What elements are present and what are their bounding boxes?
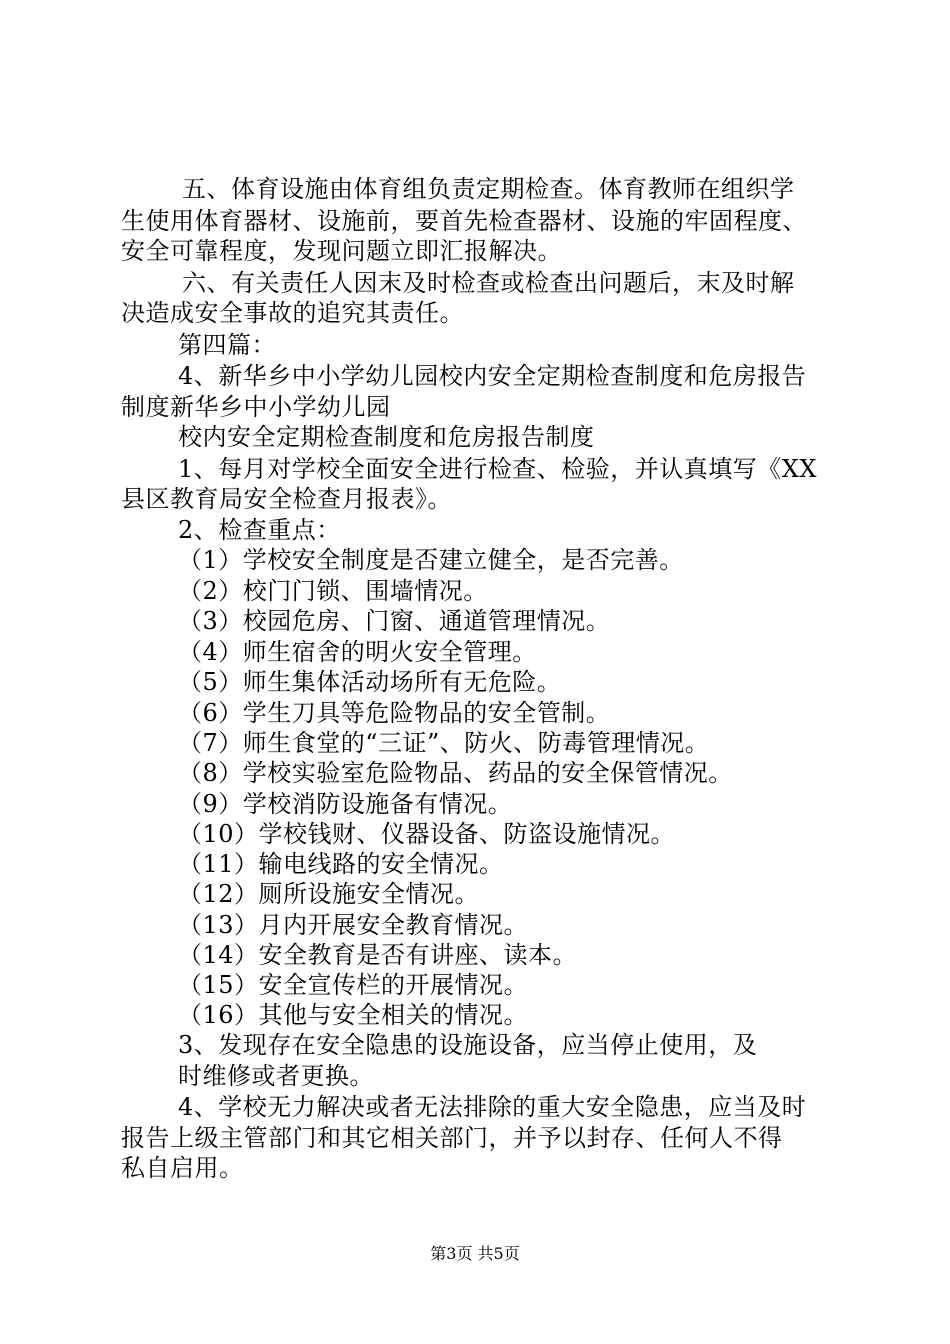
list-item: （4）师生宿舍的明火安全管理。 <box>178 638 537 666</box>
paragraph-line: 2、检查重点： <box>178 516 341 544</box>
list-item: （9）学校消防设施备有情况。 <box>178 790 513 818</box>
paragraph-line: 决造成安全事故的追究其责任。 <box>121 299 464 327</box>
list-item: （13）月内开展安全教育情况。 <box>178 911 529 939</box>
list-item: （6）学生刀具等危险物品的安全管制。 <box>178 699 611 727</box>
paragraph-line: 生使用体育器材、设施前，要首先检查器材、设施的牢固程度、 <box>121 207 807 235</box>
section-heading: 第四篇： <box>178 331 276 359</box>
paragraph-line: 六、有关责任人因末及时检查或检查出问题后，末及时解 <box>182 269 795 297</box>
list-item: （10）学校钱财、仪器设备、防盗设施情况。 <box>178 820 676 848</box>
paragraph-line: 1、每月对学校全面安全进行检查、检验，并认真填写《XX <box>178 455 817 483</box>
list-item: （16）其他与安全相关的情况。 <box>178 1001 529 1029</box>
paragraph-line: 4、学校无力解决或者无法排除的重大安全隐患，应当及时 <box>178 1093 807 1121</box>
paragraph-line: 校内安全定期检查制度和危房报告制度 <box>178 423 595 451</box>
paragraph-line: 时维修或者更换。 <box>178 1062 374 1090</box>
list-item: （3）校园危房、门窗、通道管理情况。 <box>178 607 611 635</box>
list-item: （11）输电线路的安全情况。 <box>178 850 504 878</box>
list-item: （7）师生食堂的“三证”、防火、防毒管理情况。 <box>178 729 710 757</box>
list-item: （1）学校安全制度是否建立健全，是否完善。 <box>178 546 684 574</box>
list-item: （14）安全教育是否有讲座、读本。 <box>178 941 578 969</box>
list-item: （12）厕所设施安全情况。 <box>178 880 480 908</box>
list-item: （5）师生集体活动场所有无危险。 <box>178 668 562 696</box>
paragraph-line: 私自启用。 <box>121 1154 244 1182</box>
paragraph-line: 4、新华乡中小学幼儿园校内安全定期检查制度和危房报告 <box>178 362 807 390</box>
paragraph-line: 安全可靠程度，发现问题立即汇报解决。 <box>121 237 562 265</box>
list-item: （8）学校实验室危险物品、药品的安全保管情况。 <box>178 759 733 787</box>
paragraph-line: 报告上级主管部门和其它相关部门，并予以封存、任何人不得 <box>121 1124 783 1152</box>
paragraph-line: 3、发现存在安全隐患的设施设备，应当停止使用，及 <box>178 1031 758 1059</box>
page-number-footer: 第3页 共5页 <box>430 1244 520 1263</box>
paragraph-line: 县区教育局安全检查月报表》。 <box>121 485 452 513</box>
paragraph-line: 五、体育设施由体育组负责定期检查。体育教师在组织学 <box>182 175 795 203</box>
paragraph-line: 制度新华乡中小学幼儿园 <box>121 393 391 421</box>
list-item: （2）校门门锁、围墙情况。 <box>178 577 488 605</box>
list-item: （15）安全宣传栏的开展情况。 <box>178 971 529 999</box>
